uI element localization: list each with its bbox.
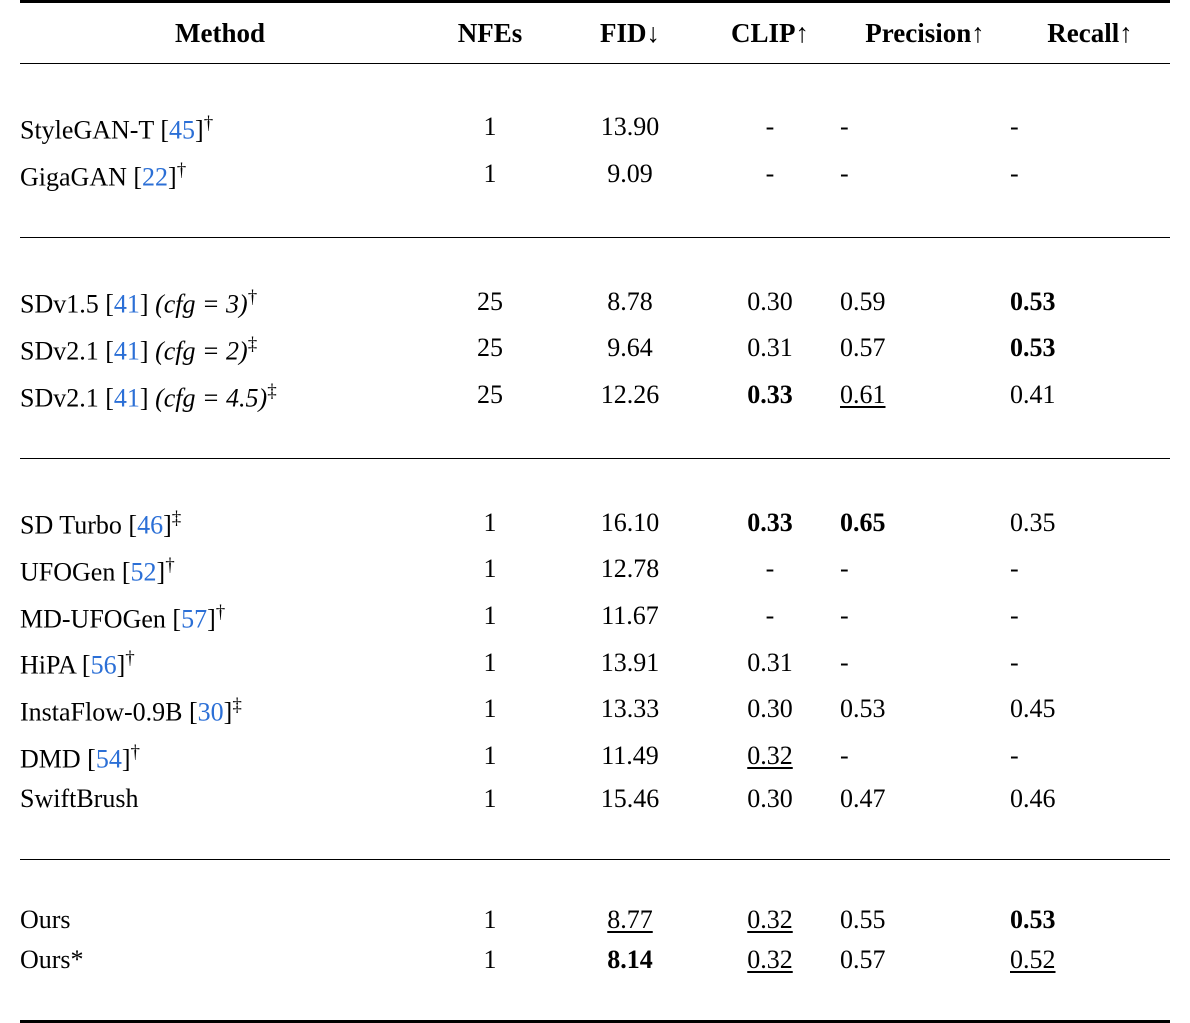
precision-cell-value: 0.59 xyxy=(840,286,886,316)
precision-cell xyxy=(840,325,1010,372)
clip-cell xyxy=(700,499,840,546)
recall-cell xyxy=(1010,104,1170,151)
fid-cell-value: 11.49 xyxy=(601,740,659,770)
table-row xyxy=(20,779,1170,819)
fid-cell xyxy=(560,593,700,640)
fid-cell-value: 15.46 xyxy=(600,784,660,814)
fid-cell xyxy=(560,278,700,325)
fid-cell-value: 9.09 xyxy=(607,158,653,188)
method-name: StyleGAN-T xyxy=(20,115,154,145)
row-spacer xyxy=(20,197,1170,238)
precision-cell-value: - xyxy=(840,158,849,188)
precision-cell xyxy=(840,940,1010,980)
footnote-marker: ‡ xyxy=(267,380,277,402)
recall-cell-value: 0.53 xyxy=(1010,333,1056,363)
footnote-marker: † xyxy=(176,159,187,181)
precision-cell-value: 0.53 xyxy=(840,694,886,724)
nfes-cell: 1 xyxy=(483,554,497,584)
clip-cell xyxy=(700,593,840,640)
precision-cell xyxy=(840,779,1010,819)
recall-cell xyxy=(1010,499,1170,546)
recall-cell-value: 0.45 xyxy=(1010,694,1056,724)
clip-cell xyxy=(700,779,840,819)
nfes-cell: 1 xyxy=(483,600,497,630)
citation-link[interactable]: 30 xyxy=(197,697,224,727)
method-name: Ours xyxy=(20,905,71,935)
method-name: HiPA xyxy=(20,650,76,680)
nfes-cell: 1 xyxy=(483,158,497,188)
clip-cell-value: - xyxy=(765,112,775,142)
footnote-marker: † xyxy=(130,741,141,763)
recall-cell xyxy=(1010,900,1170,940)
precision-cell-value: 0.61 xyxy=(840,379,886,409)
fid-cell-value: 11.67 xyxy=(601,600,659,630)
fid-cell-value: 8.78 xyxy=(607,286,653,316)
footnote-marker: † xyxy=(203,113,214,134)
row-spacer xyxy=(20,980,1170,1022)
recall-cell-value: 0.52 xyxy=(1010,945,1056,975)
clip-cell xyxy=(700,325,840,372)
fid-cell-value: 9.64 xyxy=(607,333,653,363)
recall-cell xyxy=(1010,325,1170,372)
recall-cell-value: 0.53 xyxy=(1010,905,1056,935)
clip-cell xyxy=(700,900,840,940)
clip-cell-value: 0.30 xyxy=(747,694,793,724)
precision-cell-value: 0.65 xyxy=(840,507,886,537)
recall-cell-value: 0.35 xyxy=(1010,507,1056,537)
method-name: GigaGAN xyxy=(20,162,127,192)
method-cell: SDv2.1 [41] (cfg = 2)‡ xyxy=(20,333,258,366)
table-row xyxy=(20,278,1170,325)
nfes-cell: 1 xyxy=(483,694,497,724)
recall-cell-value: - xyxy=(1010,158,1019,188)
citation-link[interactable]: 56 xyxy=(90,650,117,680)
method-name: MD-UFOGen xyxy=(20,604,166,634)
row-spacer xyxy=(20,459,1170,499)
precision-cell-value: - xyxy=(840,600,849,630)
citation-link[interactable]: 57 xyxy=(181,604,208,634)
table-row xyxy=(20,686,1170,733)
recall-cell-value: - xyxy=(1010,600,1019,630)
method-cell: SDv2.1 [41] (cfg = 4.5)‡ xyxy=(20,380,277,413)
nfes-cell: 1 xyxy=(483,784,497,814)
clip-cell xyxy=(700,639,840,686)
clip-cell xyxy=(700,278,840,325)
fid-cell xyxy=(560,104,700,151)
precision-cell-value: 0.57 xyxy=(840,945,886,975)
recall-cell-value: - xyxy=(1010,112,1019,142)
method-cell: DMD [54]† xyxy=(20,741,141,774)
method-name: UFOGen xyxy=(20,557,116,587)
fid-cell-value: 13.33 xyxy=(600,694,660,724)
table-row xyxy=(20,325,1170,372)
method-name: SD Turbo xyxy=(20,510,122,540)
precision-cell-value: 0.55 xyxy=(840,905,886,935)
clip-cell xyxy=(700,151,840,198)
method-cell xyxy=(20,940,420,980)
precision-cell xyxy=(840,686,1010,733)
cfg-annotation: (cfg = 2) xyxy=(155,336,248,366)
nfes-cell: 1 xyxy=(483,112,497,142)
citation-link[interactable]: 45 xyxy=(169,115,196,145)
table-row xyxy=(20,900,1170,940)
nfes-cell: 1 xyxy=(483,647,497,677)
clip-cell xyxy=(700,104,840,151)
citation-link[interactable]: 52 xyxy=(130,557,157,587)
recall-cell xyxy=(1010,372,1170,419)
fid-cell xyxy=(560,372,700,419)
precision-cell xyxy=(840,900,1010,940)
nfes-cell: 25 xyxy=(477,379,503,409)
table-row xyxy=(20,499,1170,546)
recall-cell xyxy=(1010,686,1170,733)
precision-cell-value: - xyxy=(840,112,849,142)
row-spacer xyxy=(20,819,1170,860)
nfes-cell: 1 xyxy=(483,740,497,770)
footnote-marker: ‡ xyxy=(171,508,182,530)
method-name: SDv1.5 xyxy=(20,289,99,319)
table-row xyxy=(20,546,1170,593)
citation-link[interactable]: 46 xyxy=(137,510,164,540)
fid-cell-value: 8.14 xyxy=(607,945,653,975)
clip-cell-value: - xyxy=(765,554,775,584)
footnote-marker: ‡ xyxy=(247,333,258,355)
clip-cell-value: 0.33 xyxy=(747,507,793,537)
precision-cell xyxy=(840,372,1010,419)
row-spacer xyxy=(20,238,1170,278)
column-header-clip: CLIP↑ xyxy=(730,17,809,48)
footnote-marker: † xyxy=(125,648,135,670)
clip-cell-value: 0.32 xyxy=(747,945,793,975)
recall-cell xyxy=(1010,546,1170,593)
method-cell: HiPA [56]† xyxy=(20,648,135,680)
method-cell: UFOGen [52]† xyxy=(20,554,175,587)
nfes-cell: 1 xyxy=(483,507,497,537)
precision-cell-value: - xyxy=(840,647,849,677)
table-row xyxy=(20,593,1170,640)
results-table xyxy=(20,0,1170,1023)
column-header-fid: FID↓ xyxy=(600,17,660,48)
recall-cell-value: - xyxy=(1010,554,1019,584)
citation-link[interactable]: 41 xyxy=(113,383,140,413)
citation-link[interactable]: 22 xyxy=(142,162,169,192)
method-name: Ours* xyxy=(20,945,84,975)
nfes-cell: 1 xyxy=(483,905,497,935)
citation-link[interactable]: 41 xyxy=(113,289,140,319)
method-cell: GigaGAN [22]† xyxy=(20,159,187,192)
method-cell: InstaFlow-0.9B [30]‡ xyxy=(20,694,242,727)
row-spacer xyxy=(20,418,1170,459)
recall-cell xyxy=(1010,151,1170,198)
fid-cell-value: 12.78 xyxy=(600,554,660,584)
fid-cell-value: 13.91 xyxy=(600,647,660,677)
column-header-precision: Precision↑ xyxy=(865,17,985,48)
method-cell xyxy=(20,779,420,819)
fid-cell xyxy=(560,900,700,940)
precision-cell-value: 0.47 xyxy=(840,784,886,814)
method-cell: StyleGAN-T [45]† xyxy=(20,113,214,145)
table-row xyxy=(20,639,1170,686)
nfes-cell: 25 xyxy=(477,286,503,316)
table-row xyxy=(20,151,1170,198)
precision-cell-value: - xyxy=(840,740,849,770)
recall-cell xyxy=(1010,639,1170,686)
method-name: SDv2.1 xyxy=(20,383,99,413)
clip-cell-value: 0.33 xyxy=(747,379,793,409)
column-header-method: Method xyxy=(175,17,265,48)
precision-cell xyxy=(840,104,1010,151)
recall-cell xyxy=(1010,779,1170,819)
recall-cell xyxy=(1010,593,1170,640)
footnote-marker: † xyxy=(215,601,226,623)
method-cell: MD-UFOGen [57]† xyxy=(20,601,226,634)
recall-cell-value: 0.53 xyxy=(1010,286,1056,316)
fid-cell xyxy=(560,639,700,686)
table-row xyxy=(20,940,1170,980)
clip-cell-value: 0.32 xyxy=(747,905,793,935)
fid-cell-value: 8.77 xyxy=(607,905,653,935)
fid-cell xyxy=(560,686,700,733)
fid-cell xyxy=(560,499,700,546)
fid-cell xyxy=(560,779,700,819)
column-header-nfes: NFEs xyxy=(457,17,523,48)
citation-link[interactable]: 54 xyxy=(95,744,122,774)
recall-cell xyxy=(1010,733,1170,780)
row-spacer xyxy=(20,860,1170,900)
clip-cell xyxy=(700,686,840,733)
clip-cell xyxy=(700,733,840,780)
clip-cell-value: 0.31 xyxy=(747,647,793,677)
fid-cell-value: 16.10 xyxy=(600,507,660,537)
table-row xyxy=(20,372,1170,419)
method-name: InstaFlow-0.9B xyxy=(20,697,183,727)
recall-cell xyxy=(1010,278,1170,325)
citation-link[interactable]: 41 xyxy=(113,336,140,366)
method-name: SDv2.1 xyxy=(20,336,99,366)
nfes-cell: 25 xyxy=(477,333,503,363)
clip-cell-value: 0.31 xyxy=(747,333,793,363)
footnote-marker: † xyxy=(165,554,175,576)
footnote-marker: ‡ xyxy=(232,694,242,716)
column-header-recall: Recall↑ xyxy=(1047,17,1133,48)
recall-cell-value: 0.41 xyxy=(1010,379,1056,409)
recall-cell xyxy=(1010,940,1170,980)
fid-cell xyxy=(560,325,700,372)
cfg-annotation: (cfg = 3) xyxy=(155,289,248,319)
clip-cell xyxy=(700,546,840,593)
precision-cell xyxy=(840,593,1010,640)
recall-cell-value: 0.46 xyxy=(1010,784,1056,814)
header-row xyxy=(20,3,1170,64)
cfg-annotation: (cfg = 4.5) xyxy=(155,383,268,413)
fid-cell-value: 12.26 xyxy=(600,379,660,409)
clip-cell-value: - xyxy=(765,600,775,630)
method-name: SwiftBrush xyxy=(20,784,139,814)
precision-cell xyxy=(840,733,1010,780)
precision-cell xyxy=(840,546,1010,593)
precision-cell-value: 0.57 xyxy=(840,333,886,363)
table-header xyxy=(20,2,1170,65)
row-spacer xyxy=(20,64,1170,104)
clip-cell-value: - xyxy=(765,158,775,188)
clip-cell xyxy=(700,940,840,980)
table-body xyxy=(20,64,1170,1023)
fid-cell xyxy=(560,733,700,780)
fid-cell xyxy=(560,151,700,198)
precision-cell xyxy=(840,639,1010,686)
table-row xyxy=(20,104,1170,151)
recall-cell-value: - xyxy=(1010,647,1019,677)
precision-cell-value: - xyxy=(840,554,849,584)
fid-cell xyxy=(560,940,700,980)
precision-cell xyxy=(840,278,1010,325)
recall-cell-value: - xyxy=(1010,740,1019,770)
clip-cell-value: 0.32 xyxy=(747,740,793,770)
clip-cell-value: 0.30 xyxy=(747,784,793,814)
precision-cell xyxy=(840,151,1010,198)
method-cell: SD Turbo [46]‡ xyxy=(20,508,182,540)
fid-cell xyxy=(560,546,700,593)
clip-cell xyxy=(700,372,840,419)
method-cell xyxy=(20,900,420,940)
footnote-marker: † xyxy=(247,287,258,309)
table-row xyxy=(20,733,1170,780)
method-cell: SDv1.5 [41] (cfg = 3)† xyxy=(20,287,258,319)
precision-cell xyxy=(840,499,1010,546)
method-name: DMD xyxy=(20,744,81,774)
clip-cell-value: 0.30 xyxy=(747,286,793,316)
nfes-cell: 1 xyxy=(483,945,497,975)
fid-cell-value: 13.90 xyxy=(600,112,660,142)
